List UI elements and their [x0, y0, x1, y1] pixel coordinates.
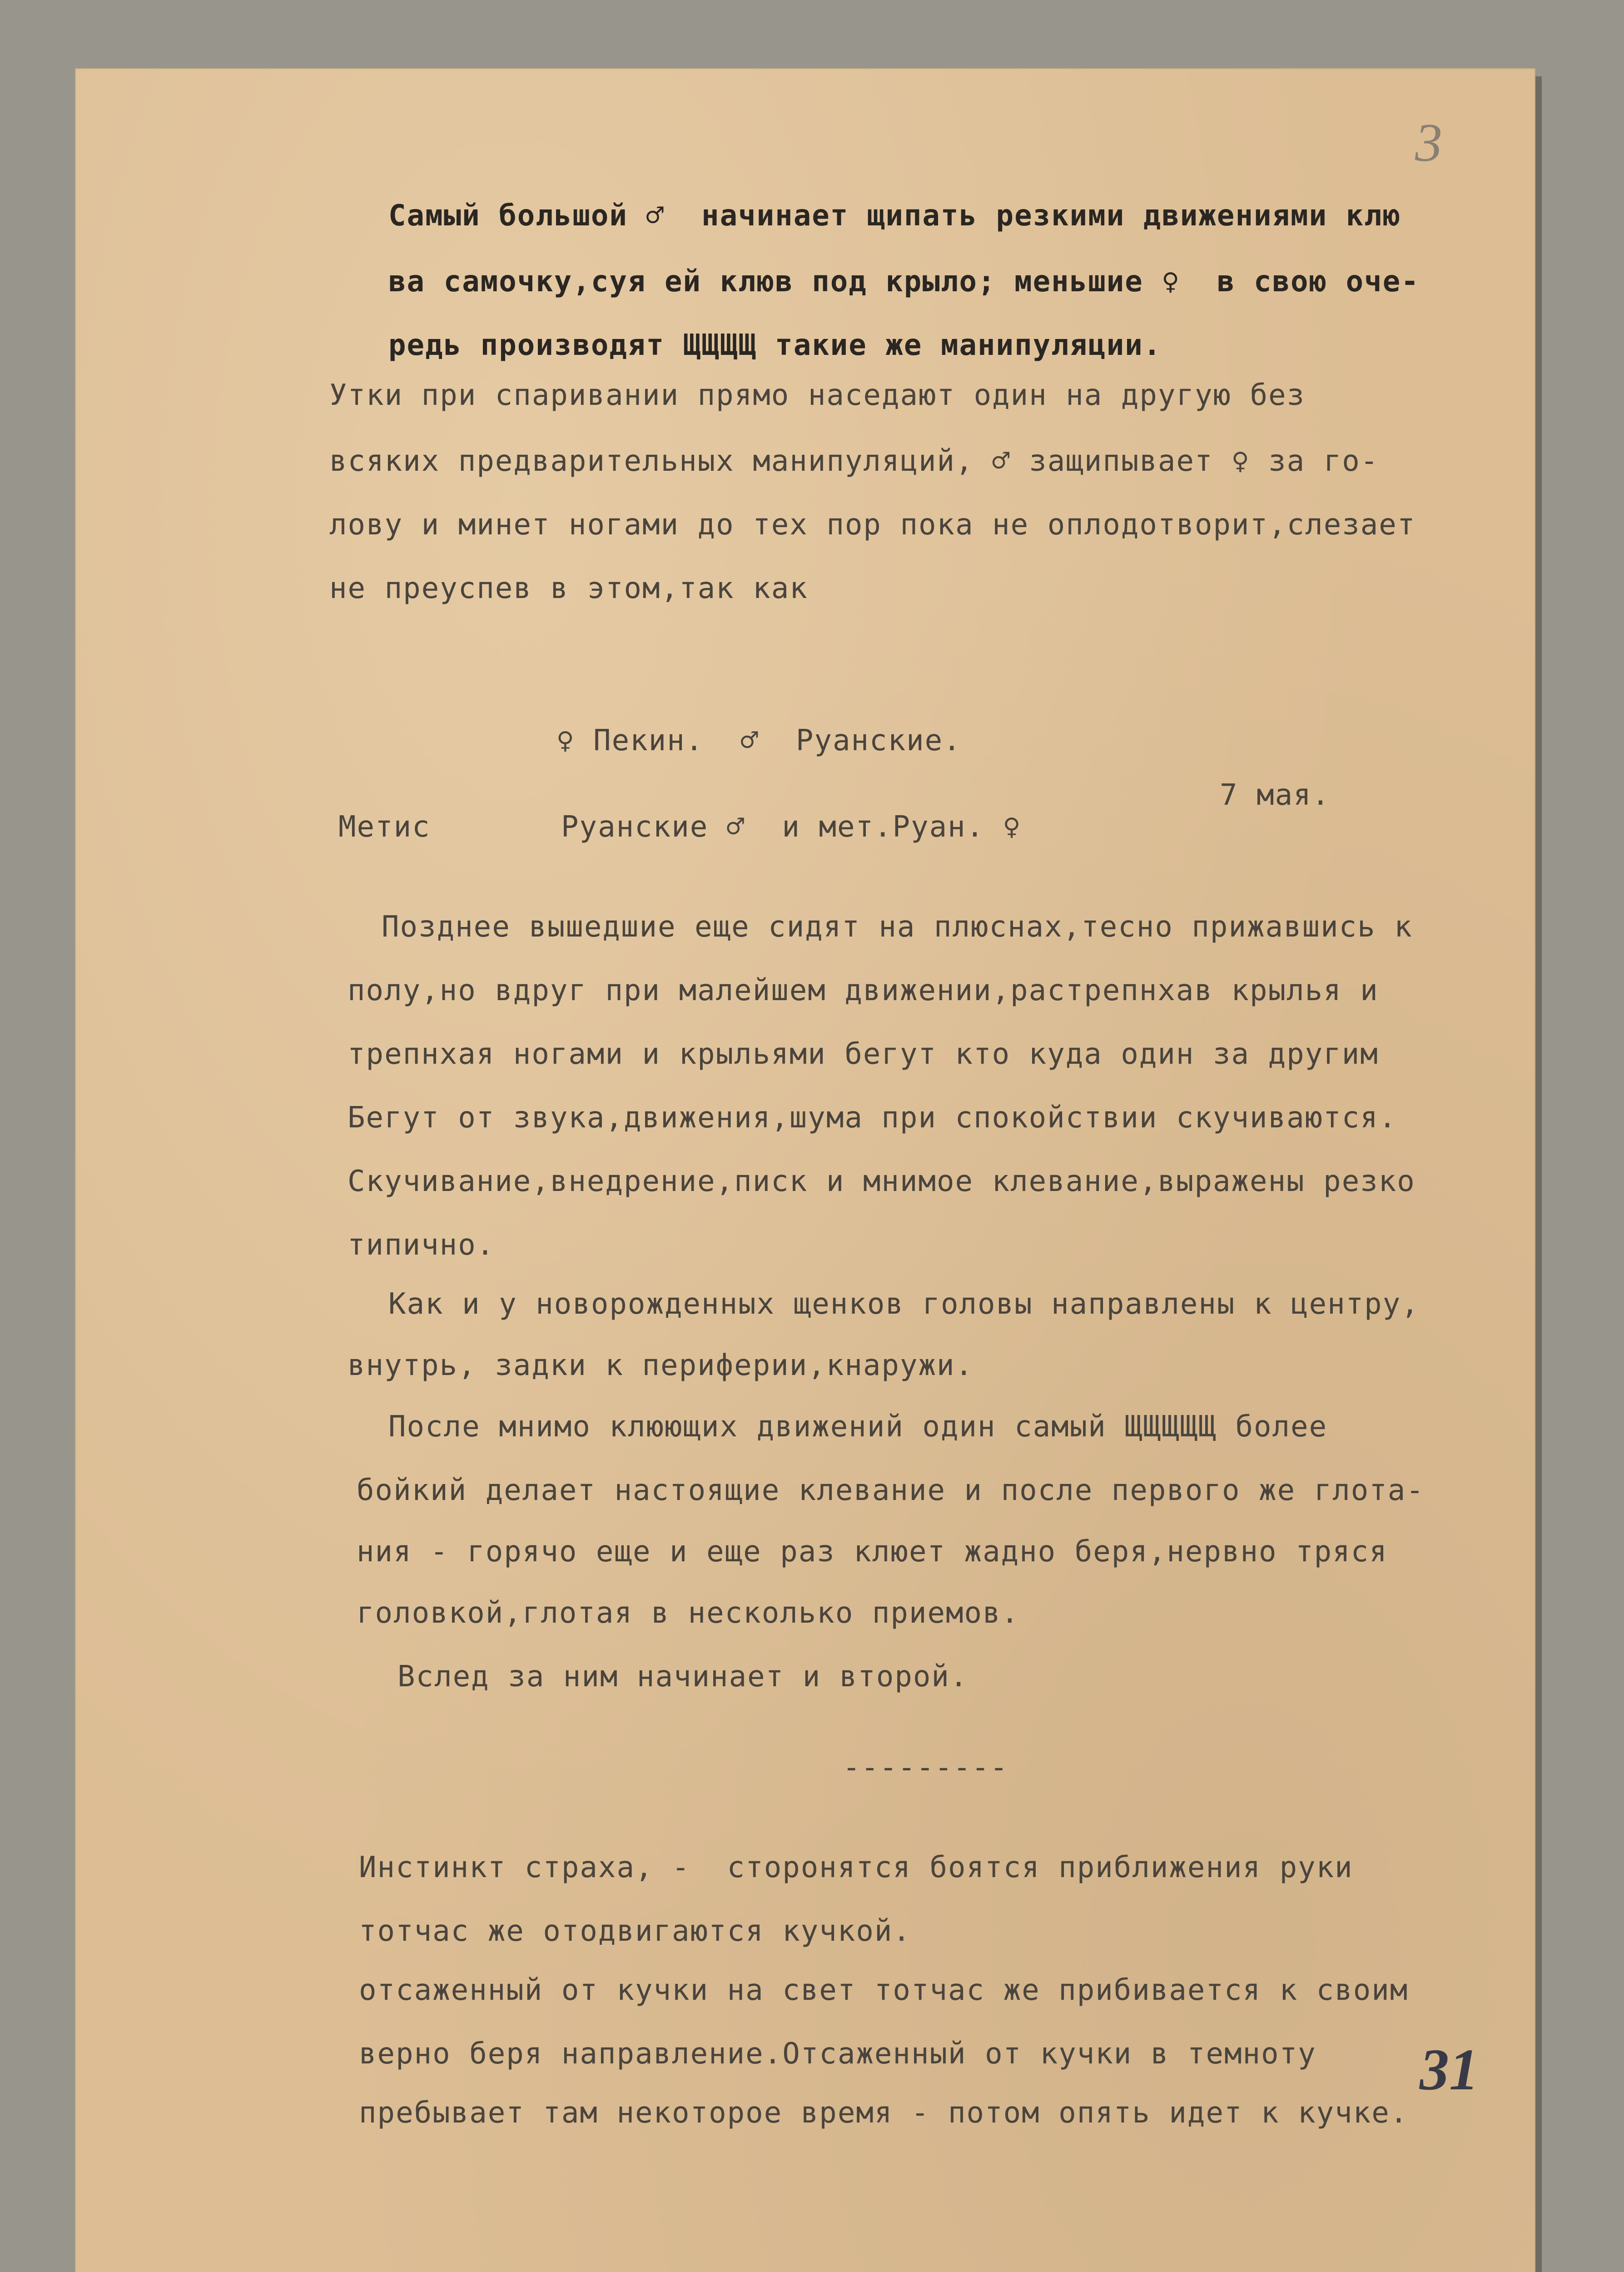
- section-divider: ---------: [843, 1751, 1008, 1784]
- text-line: внутрь, задки к периферии,кнаружи.: [348, 1349, 974, 1382]
- text-line: бойкий делает настоящие клевание и после первого же глота-: [357, 1474, 1425, 1507]
- text-line: Утки при спаривании прямо наседают один на другую без: [329, 379, 1306, 412]
- breed-line: ♀ Пекин. ♂ Руанские.: [556, 724, 962, 757]
- section-heading-line: Инстинкт страха, - сторонятся боятся приближения руки: [359, 1851, 1353, 1884]
- text-line: трепнхая ногами и крыльями бегут кто куда один за другим: [348, 1037, 1379, 1071]
- text-line: головкой,глотая в несколько приемов.: [357, 1596, 1020, 1630]
- text-line: ния - горячо еще и еще раз клюет жадно беря,нервно тряся: [357, 1535, 1388, 1569]
- document-page: [75, 68, 1535, 2272]
- text-line: Вслед за ним начинает и второй.: [397, 1660, 968, 1694]
- text-line: полу,но вдруг при малейшем движении,растрепнхав крылья и: [348, 974, 1379, 1007]
- text-line: лову и минет ногами до тех пор пока не оплодотворит,слезает: [329, 508, 1416, 542]
- text-line: ва самочку,суя ей клюв под крыло; меньшие ♀ в свою оче-: [388, 265, 1420, 299]
- page-corner-number: 3: [1415, 112, 1442, 173]
- text-line: Как и у новорожденных щенков головы направлены к центру,: [388, 1287, 1420, 1321]
- text-line: типично.: [348, 1228, 495, 1262]
- folio-number: 31: [1420, 2037, 1479, 2103]
- text-line: Самый большой ♂ начинает щипать резкими движениями клю: [388, 199, 1401, 233]
- text-line: всяких предварительных манипуляций, ♂ защипывает ♀ за го-: [329, 444, 1379, 478]
- text-line: редь производят ЩЩЩЩ такие же манипуляции.: [388, 329, 1162, 362]
- breed-line: Руанские ♂ и мет.Руан. ♀: [561, 810, 1022, 844]
- hybrid-label: Метис: [338, 810, 431, 844]
- text-line: пребывает там некоторое время - потом опять идет к кучке.: [359, 2096, 1409, 2130]
- text-line: тотчас же отодвигаются кучкой.: [359, 1914, 911, 1948]
- text-line: После мнимо клюющих движений один самый ЩЩЩЩЩ более: [388, 1410, 1328, 1444]
- date-label: 7 мая.: [1220, 778, 1331, 812]
- text-line: верно беря направление.Отсаженный от кучки в темноту: [359, 2037, 1316, 2071]
- text-line: не преуспев в этом,так как: [329, 572, 808, 605]
- text-line: Позднее вышедшие еще сидят на плюснах,тесно прижавшись к: [382, 910, 1413, 944]
- text-line: Бегут от звука,движения,шума при спокойствии скучиваются.: [348, 1101, 1397, 1135]
- text-line: отсаженный от кучки на свет тотчас же прибивается к своим: [359, 1973, 1409, 2007]
- text-line: Скучивание,внедрение,писк и мнимое клевание,выражены резко: [348, 1165, 1415, 1198]
